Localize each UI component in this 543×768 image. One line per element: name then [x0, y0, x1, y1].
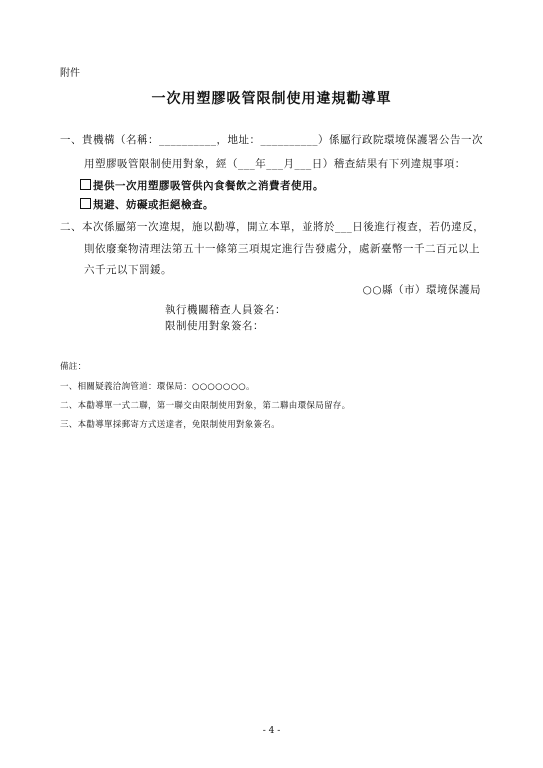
attachment-label: 附件 — [60, 68, 80, 79]
page-number: - 4 - — [262, 726, 281, 736]
note-3: 三、本勸導單採郵寄方式送達者，免限制使用對象簽名。 — [60, 420, 281, 430]
inspector-signature-label: 執行機關稽查人員簽名： — [165, 304, 286, 316]
note-1: 一、相關疑義洽詢管道：環保局：○○○○○○○。 — [60, 382, 255, 392]
item2-line1: 二、本次係屬第一次違規，施以勸導，開立本單，並將於___日後進行複查，若仍違反， — [60, 221, 485, 233]
note-2: 二、本勸導單一式二聯，第一聯交由限制使用對象，第二聯由環保局留存。 — [60, 401, 351, 411]
item2-line2: 則依廢棄物清理法第五十一條第三項規定進行告發處分，處新臺幣一千二百元以上 — [84, 243, 480, 255]
item1-line2: 用塑膠吸管限制使用對象，經（___年___月___日）稽查結果有下列違規事項： — [84, 158, 466, 170]
checkbox-straw-provided[interactable] — [80, 179, 91, 190]
document-title: 一次用塑膠吸管限制使用違規勸導單 — [151, 91, 392, 107]
item1-line1: 一、貴機構（名稱：__________，地址：__________）係屬行政院環境保護署公告一次 — [60, 134, 483, 146]
notes-heading: 備註： — [60, 362, 87, 372]
violation-check-1-label: 提供一次用塑膠吸管供內食餐飲之消費者使用。 — [93, 180, 324, 192]
violation-check-2-label: 規避、妨礙或拒絕檢查。 — [93, 199, 214, 211]
violation-check-1 — [80, 178, 324, 193]
issuing-agency: ○○縣（市）環境保護局 — [362, 284, 481, 296]
checkbox-inspection-obstructed[interactable] — [80, 198, 91, 209]
target-signature-label: 限制使用對象簽名： — [165, 320, 264, 332]
violation-check-2 — [80, 197, 214, 212]
item2-line3: 六千元以下罰鍰。 — [84, 264, 172, 276]
